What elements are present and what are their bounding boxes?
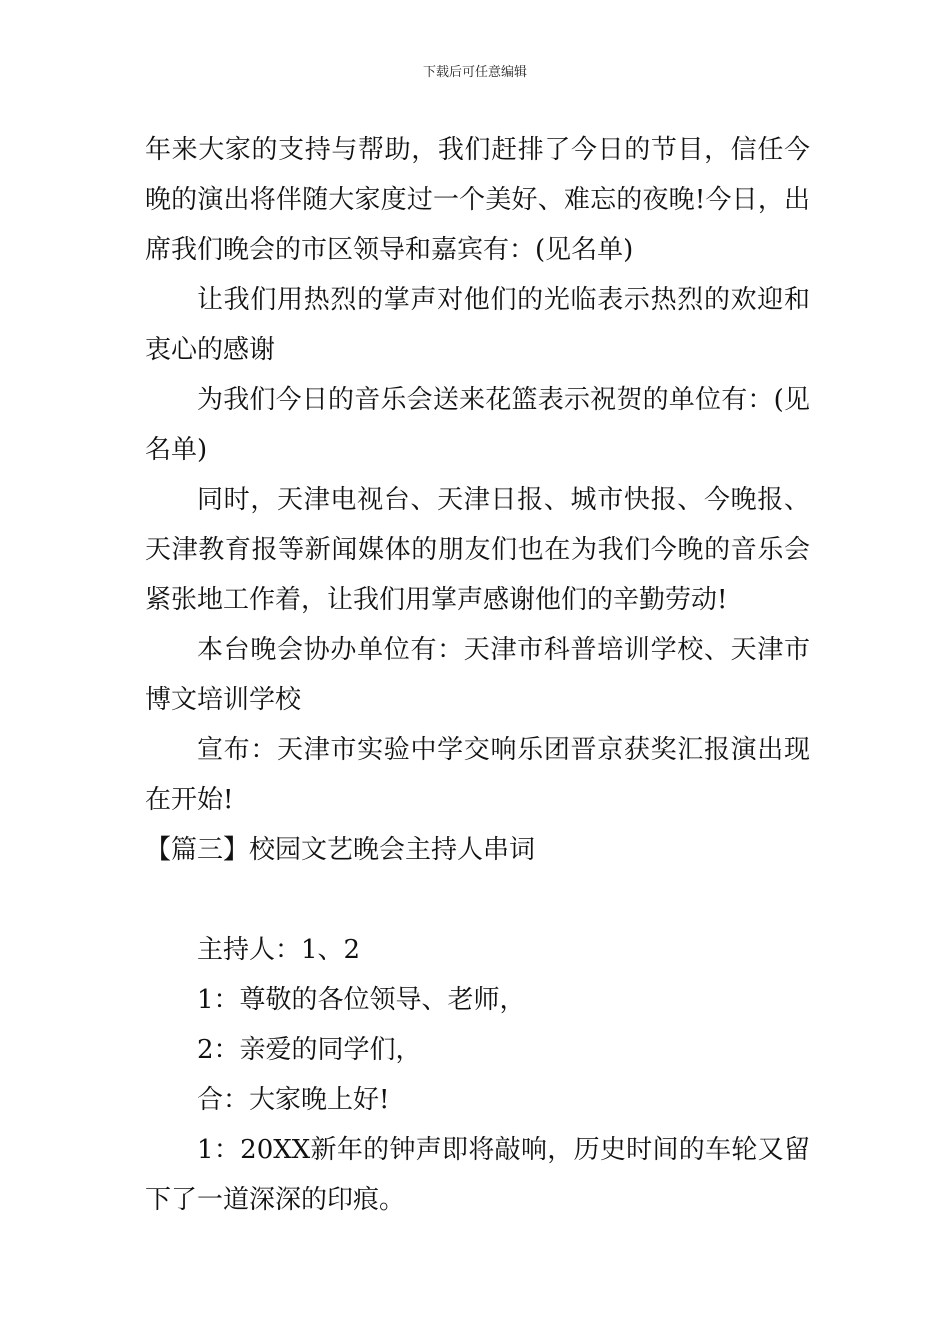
paragraph-applause: 让我们用热烈的掌声对他们的光临表示热烈的欢迎和衷心的感谢: [145, 285, 810, 365]
paragraph-flower-baskets: 为我们今日的音乐会送来花篮表示祝贺的单位有：(见名单): [145, 385, 810, 465]
dialogue-line-hosts: 主持人：1、2: [197, 935, 361, 965]
dialogue-line-together: 合：大家晚上好!: [197, 1085, 390, 1115]
section-title: 【篇三】校园文艺晚会主持人串词: [145, 835, 536, 865]
document-body: [145, 125, 810, 1225]
dialogue-line-1: 1：尊敬的各位领导、老师，: [197, 985, 526, 1015]
dialogue-line-new-year: 1：20XX新年的钟声即将敲响，历史时间的车轮又留下了一道深深的印痕。: [145, 1135, 810, 1215]
paragraph-media-thanks: 同时，天津电视台、天津日报、城市快报、今晚报、天津教育报等新闻媒体的朋友们也在为我们今晚的音乐会紧张地工作着，让我们用掌声感谢他们的辛勤劳动!: [145, 485, 810, 615]
blank-line: [145, 875, 810, 925]
paragraph-announcement: 宣布：天津市实验中学交响乐团晋京获奖汇报演出现在开始!: [145, 735, 810, 815]
page-header-note: 下载后可任意编辑: [422, 65, 527, 80]
dialogue-line-2: 2：亲爱的同学们，: [197, 1035, 422, 1065]
paragraph-co-organizers: 本台晚会协办单位有：天津市科普培训学校、天津市博文培训学校: [145, 635, 810, 715]
paragraph-guests: 年来大家的支持与帮助，我们赶排了今日的节目，信任今晚的演出将伴随大家度过一个美好、难忘的夜晚!今日，出席我们晚会的市区领导和嘉宾有：(见名单): [145, 135, 810, 265]
